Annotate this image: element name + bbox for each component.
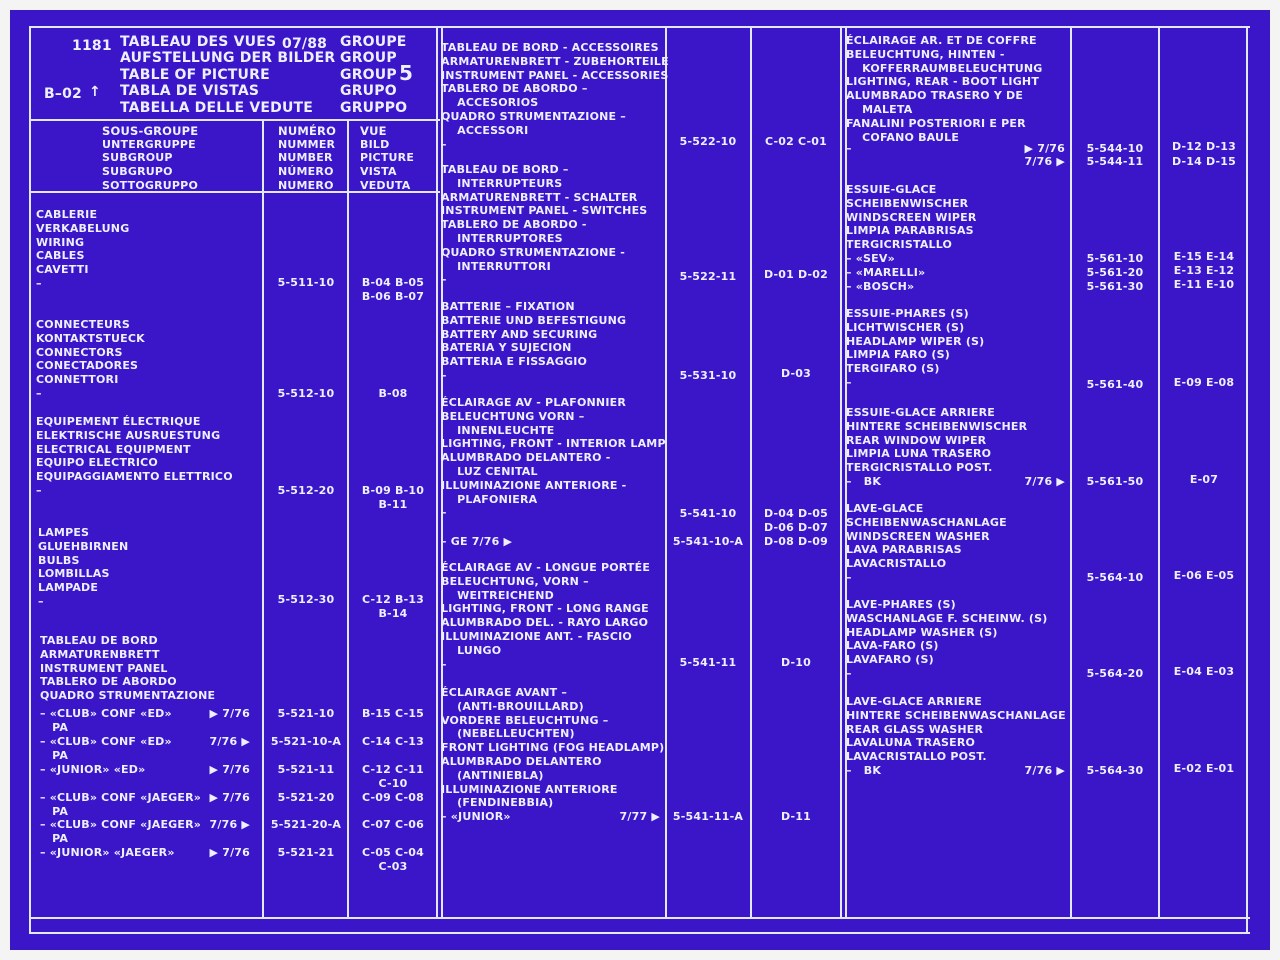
part-number: 5-522-11 (679, 270, 737, 283)
part-number: 5-512-30 (277, 593, 335, 606)
frame-top (30, 26, 1250, 28)
variant-date: 7/76 ▶ (1024, 475, 1065, 488)
picture-ref: E-06 E-05 (1173, 569, 1235, 582)
part-number: 5-521-20-A (270, 818, 342, 831)
variant-label: – GE 7/76 ▶ (441, 535, 513, 548)
picture-ref: D-10 (780, 656, 811, 669)
col-divider-9 (1070, 26, 1072, 917)
part-number: 5-561-30 (1086, 280, 1144, 293)
variant-label: – «JUNIOR» «ED» (40, 763, 146, 776)
part-number: 5-544-10 (1086, 142, 1144, 155)
picture-heading-es: VISTA (360, 165, 397, 178)
picture-heading-fr: VUE (360, 124, 387, 138)
catalog-number: 1181 (72, 38, 112, 54)
picture-ref: D-11 (780, 810, 811, 823)
header-title-es: TABLA DE VISTAS (120, 83, 260, 99)
picture-ref: E-15 E-14 (1173, 250, 1235, 263)
variant-date: 7/76 ▶ (1024, 764, 1065, 777)
subgroup-lampes: LAMPES GLUEHBIRNEN BULBS LOMBILLAS LAMPADE – (38, 526, 129, 608)
subgroup-lave-glace: LAVE-GLACE SCHEIBENWASCHANLAGE WINDSCREEN WASHER LAVA PARABRISAS LAVACRISTALLO – (846, 502, 1007, 584)
picture-ref: C-12 B-13 B-14 (361, 593, 425, 620)
arrow-up-icon: ↑ (89, 84, 101, 100)
part-number: 5-541-11 (679, 656, 737, 669)
header-code: B–02 (44, 86, 82, 102)
part-number: 5-522-10 (679, 135, 737, 148)
picture-ref: B-15 C-15 (361, 707, 425, 720)
subgroup-batterie: BATTERIE – FIXATION BATTERIE UND BEFESTIGUNG BATTERY AND SECURING BATERIA Y SUJECION BATTERIA E FISSAGGIO – (441, 300, 627, 382)
subgroup-lave-glace-arriere: LAVE-GLACE ARRIERE HINTERE SCHEIBENWASCHANLAGE REAR GLASS WASHER LAVALUNA TRASERO LAVACRISTALLO POST. – BK (846, 695, 1066, 777)
part-number: 5-521-10 (277, 707, 335, 720)
subgroup-essuie-glace-arriere: ESSUIE-GLACE ARRIERE HINTERE SCHEIBENWISCHER REAR WINDOW WIPER LIMPIA LUNA TRASERO TERGICRISTALLO POST. – BK (846, 406, 1028, 488)
subgroup-heading-de: UNTERGRUPPE (102, 138, 196, 151)
number-heading-fr: NUMÉRO (278, 124, 337, 138)
variant-date: ▶ 7/76 (209, 763, 250, 776)
subgroup-heading-es: SUBGRUPO (102, 165, 173, 178)
part-number: 5-564-30 (1086, 764, 1144, 777)
col-divider-10 (1158, 26, 1160, 917)
subgroup-essuie-phares: ESSUIE-PHARES (S) LICHTWISCHER (S) HEADLAMP WIPER (S) LIMPIA FARO (S) TERGIFARO (S) – (846, 307, 985, 389)
part-number: 5-521-11 (277, 763, 335, 776)
subgroup-tableau-de-bord: TABLEAU DE BORD ARMATURENBRETT INSTRUMENT PANEL TABLERO DE ABORDO QUADRO STRUMENTAZIONE (40, 634, 216, 703)
part-number: 5-521-21 (277, 846, 335, 859)
picture-ref: E-04 E-03 (1173, 665, 1235, 678)
variant-label: – «JUNIOR» «JAEGER» (40, 846, 175, 859)
number-heading-en: NUMBER (278, 151, 333, 164)
picture-heading-de: BILD (360, 138, 390, 151)
header-title-it: TABELLA DELLE VEDUTE (120, 100, 314, 116)
picture-heading-en: PICTURE (360, 151, 415, 164)
part-number: 5-512-10 (277, 387, 335, 400)
frame-bottom-inner (30, 932, 1250, 934)
variant-date: ▶ 7/76 (1024, 142, 1065, 155)
picture-ref: B-09 B-10 B-11 (361, 484, 425, 511)
picture-ref: D-03 (780, 367, 811, 380)
part-number: 5-561-10 (1086, 252, 1144, 265)
variant-label: – «SEV» (846, 252, 895, 265)
subgroup-eclairage-arriere: ÉCLAIRAGE AR. ET DE COFFRE BELEUCHTUNG, HINTEN - KOFFERRAUMBELEUCHTUNG LIGHTING, REAR - BOOT LIGHT ALUMBRADO TRASERO Y DE MALETA FANALINI POSTERIORI E PER COFANO BAULE (846, 34, 1043, 144)
picture-ref: E-13 E-12 (1173, 264, 1235, 277)
picture-ref: E-09 E-08 (1173, 376, 1235, 389)
part-number: 5-561-50 (1086, 475, 1144, 488)
header-title-fr: TABLEAU DES VUES (120, 34, 277, 50)
subgroup-heading-it: SOTTOGRUPPO (102, 179, 198, 192)
part-number: 5-564-20 (1086, 667, 1144, 680)
number-heading-it: NUMERO (278, 179, 334, 192)
picture-ref: B-08 (378, 387, 408, 400)
picture-ref: C-05 C-04 C-03 (361, 846, 425, 873)
part-number: 5-512-20 (277, 484, 335, 497)
picture-ref: D-14 D-15 (1171, 155, 1237, 168)
groupe-number: 5 (399, 61, 414, 85)
picture-ref: B-04 B-05 B-06 B-07 (361, 276, 425, 303)
subgroup-connecteurs: CONNECTEURS KONTAKTSTUECK CONNECTORS CONECTADORES CONNETTORI – (36, 318, 145, 400)
frame-right (1246, 26, 1248, 934)
variant-label: – «CLUB» CONF «ED» PA (40, 707, 172, 734)
subgroup-essuie-glace: ESSUIE-GLACE SCHEIBENWISCHER WINDSCREEN WIPER LIMPIA PARABRISAS TERGICRISTALLO (846, 183, 977, 252)
picture-ref: C-14 C-13 (361, 735, 425, 748)
picture-ref: C-02 C-01 (764, 135, 828, 148)
frame-bottom (30, 917, 1250, 919)
header-title-en: TABLE OF PICTURE (120, 67, 270, 83)
part-number: 5-561-40 (1086, 378, 1144, 391)
subgroup-heading-en: SUBGROUP (102, 151, 173, 164)
part-number: 5-561-20 (1086, 266, 1144, 279)
frame-left (29, 26, 31, 934)
part-number: 5-521-10-A (270, 735, 342, 748)
header-title-de: AUFSTELLUNG DER BILDER (120, 50, 336, 66)
picture-ref: E-07 (1189, 473, 1219, 486)
header-divider (30, 119, 440, 121)
part-number: 5-521-20 (277, 791, 335, 804)
subgroup-tableau-interrupteurs: TABLEAU DE BORD – INTERRUPTEURS ARMATURENBRETT - SCHALTER INSTRUMENT PANEL - SWITCHES TABLERO DE ABORDO - INTERRUPTORES QUADRO STRUMENTAZIONE - INTERRUTTORI – (441, 163, 648, 287)
picture-ref: E-02 E-01 (1173, 762, 1235, 775)
part-number: 5-531-10 (679, 369, 737, 382)
part-number: 5-541-10 (679, 507, 737, 520)
subgroup-eclairage-longue-portee: ÉCLAIRAGE AV - LONGUE PORTÉE BELEUCHTUNG, VORN – WEITREICHEND LIGHTING, FRONT - LONG RANGE ALUMBRADO DEL. - RAYO LARGO ILLUMINAZIONE ANT. - FASCIO LUNGO – (441, 561, 651, 671)
variant-label: – «CLUB» CONF «ED» PA (40, 735, 172, 762)
part-number: 5-541-10-A (672, 535, 744, 548)
subgroup-eclairage-plafonnier: ÉCLAIRAGE AV - PLAFONNIER BELEUCHTUNG VORN – INNENLEUCHTE LIGHTING, FRONT - INTERIOR LAMP ALUMBRADO DELANTERO - LUZ CENITAL ILLUMINAZIONE ANTERIORE - PLAFONIERA – (441, 396, 666, 520)
variant-date: 7/76 ▶ (1024, 155, 1065, 168)
number-heading-de: NUMMER (278, 138, 336, 151)
subgroup-lave-phares: LAVE-PHARES (S) WASCHANLAGE F. SCHEINW. (S) HEADLAMP WASHER (S) LAVA-FARO (S) LAVAFARO (S) – (846, 598, 1048, 680)
part-number: 5-541-11-A (672, 810, 744, 823)
subgroup-eclairage-anti-brouillard: ÉCLAIRAGE AVANT – (ANTI-BROUILLARD) VORDERE BELEUCHTUNG – (NEBELLEUCHTEN) FRONT LIGHTING (FOG HEADLAMP) ALUMBRADO DELANTERO (ANTINIEBLA) ILLUMINAZIONE ANTERIORE (FENDINEBBIA) – «JUNIOR» (441, 686, 665, 824)
part-number: 5-511-10 (277, 276, 335, 289)
col-divider-7 (840, 26, 842, 917)
picture-ref: E-11 E-10 (1173, 278, 1235, 291)
variant-label: – «MARELLI» (846, 266, 926, 279)
variant-label: – «BOSCH» (846, 280, 915, 293)
variant-label: – «CLUB» CONF «JAEGER» PA (40, 818, 202, 845)
picture-ref: C-12 C-11 C-10 (361, 763, 425, 790)
subgroup-equipement: EQUIPEMENT ÉLECTRIQUE ELEKTRISCHE AUSRUESTUNG ELECTRICAL EQUIPMENT EQUIPO ELECTRICO EQUIPAGGIAMENTO ELETTRICO – (36, 415, 233, 497)
col-divider-2 (347, 119, 349, 917)
picture-ref: D-04 D-05 D-06 D-07 (763, 507, 829, 534)
picture-heading-it: VEDUTA (360, 179, 411, 192)
variant-date: ▶ 7/76 (209, 791, 250, 804)
subgroup-heading-fr: SOUS-GROUPE (102, 124, 199, 138)
variant-date: ▶ 7/76 (209, 707, 250, 720)
groupe-label-it: GRUPPO (340, 100, 408, 116)
number-heading-es: NÚMERO (278, 165, 334, 178)
part-number: 5-564-10 (1086, 571, 1144, 584)
picture-ref: D-12 D-13 (1171, 140, 1237, 153)
part-number: 5-544-11 (1086, 155, 1144, 168)
picture-ref: D-01 D-02 (763, 268, 829, 281)
header-date: 07/88 (282, 36, 328, 52)
groupe-label-es: GRUPO (340, 83, 397, 99)
groupe-label-en: GROUP (340, 67, 397, 83)
groupe-label-de: GROUP (340, 50, 397, 66)
variant-date: ▶ 7/76 (209, 846, 250, 859)
col-divider-1 (262, 119, 264, 917)
variant-label: – (846, 142, 852, 155)
variant-date: 7/76 ▶ (209, 818, 250, 831)
picture-ref: C-07 C-06 (361, 818, 425, 831)
subgroup-tableau-accessoires: TABLEAU DE BORD - ACCESSOIRES ARMATURENBRETT - ZUBEHORTEILE INSTRUMENT PANEL - ACCESSORIES TABLERO DE ABORDO – ACCESORIOS QUADRO STRUMENTAZIONE – ACCESSORI – (441, 41, 669, 151)
parts-catalog-sheet (10, 10, 1270, 950)
subgroup-cablerie: CABLERIE VERKABELUNG WIRING CABLES CAVETTI – (36, 208, 130, 290)
variant-label: – «CLUB» CONF «JAEGER» PA (40, 791, 202, 818)
variant-date: 7/77 ▶ (619, 810, 660, 823)
picture-ref: C-09 C-08 (361, 791, 425, 804)
col-divider-6 (750, 26, 752, 917)
col-divider-3 (436, 26, 438, 917)
groupe-label-fr: GROUPE (340, 34, 407, 50)
picture-ref: D-08 D-09 (763, 535, 829, 548)
variant-date: 7/76 ▶ (209, 735, 250, 748)
